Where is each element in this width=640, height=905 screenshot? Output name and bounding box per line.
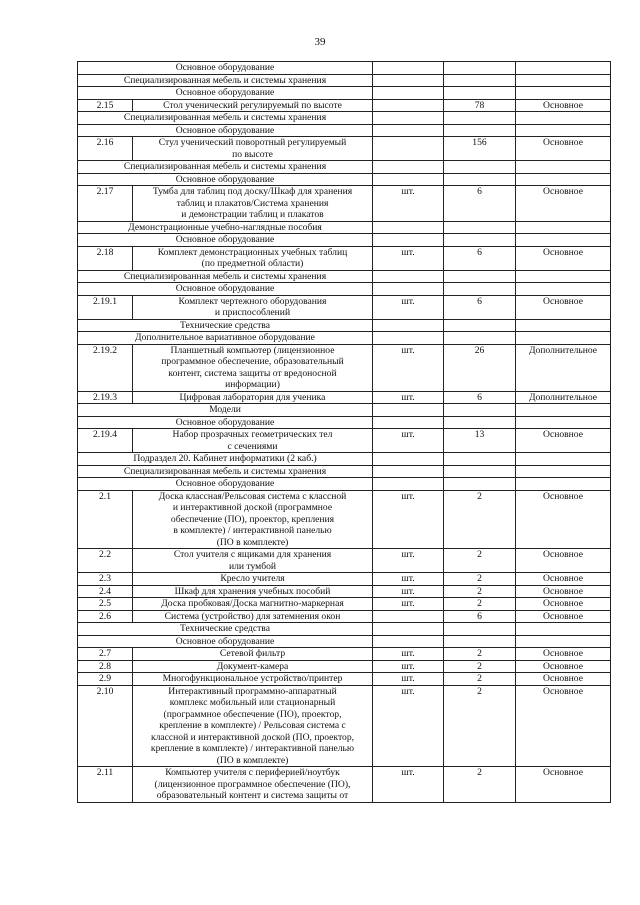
section-row	[78, 112, 611, 125]
unit-cell	[373, 623, 444, 636]
section-label: Дополнительное вариативное оборудование	[78, 332, 373, 345]
item-row	[78, 673, 611, 686]
section-label: Технические средства	[78, 623, 373, 636]
item-number: 2.18	[78, 246, 133, 270]
qty-cell	[444, 234, 516, 247]
section-row	[78, 478, 611, 491]
item-row	[78, 344, 611, 391]
item-number: 2.19.4	[78, 429, 133, 453]
item-row	[78, 490, 611, 549]
item-quantity: 2	[444, 598, 516, 611]
item-number: 2.11	[78, 767, 133, 803]
item-quantity: 156	[444, 137, 516, 161]
item-row	[78, 685, 611, 767]
section-label: Специализированная мебель и системы хранения	[78, 74, 373, 87]
item-number: 2.5	[78, 598, 133, 611]
qty-cell	[444, 124, 516, 137]
item-name: Стол ученический регулируемый по высоте	[133, 99, 373, 112]
qty-cell	[444, 416, 516, 429]
type-cell	[516, 453, 611, 466]
qty-cell	[444, 635, 516, 648]
item-name: Набор прозрачных геометрических тел с сечениями	[133, 429, 373, 453]
item-unit: шт.	[373, 648, 444, 661]
type-cell	[516, 270, 611, 283]
item-unit: шт.	[373, 186, 444, 222]
item-quantity: 26	[444, 344, 516, 391]
item-type: Основное	[516, 186, 611, 222]
item-row	[78, 295, 611, 319]
item-quantity: 6	[444, 610, 516, 623]
equipment-table	[77, 61, 611, 803]
section-label: Специализированная мебель и системы хранения	[78, 161, 373, 174]
item-number: 2.17	[78, 186, 133, 222]
unit-cell	[373, 453, 444, 466]
qty-cell	[444, 332, 516, 345]
item-type: Основное	[516, 99, 611, 112]
item-name: Шкаф для хранения учебных пособий	[133, 585, 373, 598]
item-type: Основное	[516, 549, 611, 573]
item-name: Стол учителя с ящиками для хранения или тумбой	[133, 549, 373, 573]
unit-cell	[373, 173, 444, 186]
item-unit: шт.	[373, 573, 444, 586]
section-label: Специализированная мебель и системы хранения	[78, 270, 373, 283]
type-cell	[516, 319, 611, 332]
type-cell	[516, 62, 611, 75]
qty-cell	[444, 74, 516, 87]
item-row	[78, 391, 611, 404]
item-row	[78, 549, 611, 573]
qty-cell	[444, 283, 516, 296]
item-quantity: 2	[444, 767, 516, 803]
item-unit: шт.	[373, 598, 444, 611]
unit-cell	[373, 234, 444, 247]
item-number: 2.19.3	[78, 391, 133, 404]
item-name: Тумба для таблиц под доску/Шкаф для хранения таблиц и плакатов/Система хранения и демонстрации таблиц и плакатов	[133, 186, 373, 222]
unit-cell	[373, 416, 444, 429]
unit-cell	[373, 319, 444, 332]
item-unit: шт.	[373, 767, 444, 803]
type-cell	[516, 332, 611, 345]
item-unit: шт.	[373, 585, 444, 598]
type-cell	[516, 465, 611, 478]
type-cell	[516, 74, 611, 87]
item-name: Кресло учителя	[133, 573, 373, 586]
section-row	[78, 161, 611, 174]
unit-cell	[373, 221, 444, 234]
item-type: Основное	[516, 598, 611, 611]
type-cell	[516, 161, 611, 174]
item-row	[78, 137, 611, 161]
item-name: Цифровая лаборатория для ученика	[133, 391, 373, 404]
item-quantity: 6	[444, 186, 516, 222]
section-row	[78, 453, 611, 466]
type-cell	[516, 416, 611, 429]
type-cell	[516, 173, 611, 186]
item-type: Основное	[516, 610, 611, 623]
item-type: Дополнительное	[516, 344, 611, 391]
type-cell	[516, 124, 611, 137]
item-unit: шт.	[373, 344, 444, 391]
unit-cell	[373, 124, 444, 137]
section-row	[78, 465, 611, 478]
item-type: Основное	[516, 137, 611, 161]
section-label: Основное оборудование	[78, 62, 373, 75]
item-type: Основное	[516, 490, 611, 549]
section-label: Технические средства	[78, 319, 373, 332]
item-number: 2.10	[78, 685, 133, 767]
type-cell	[516, 221, 611, 234]
item-unit: шт.	[373, 660, 444, 673]
item-type: Основное	[516, 295, 611, 319]
item-quantity: 2	[444, 673, 516, 686]
item-number: 2.7	[78, 648, 133, 661]
unit-cell	[373, 404, 444, 417]
item-quantity: 2	[444, 648, 516, 661]
item-unit: шт.	[373, 391, 444, 404]
item-quantity: 2	[444, 549, 516, 573]
item-type: Основное	[516, 648, 611, 661]
item-name: Сетевой фильтр	[133, 648, 373, 661]
item-row	[78, 660, 611, 673]
page-number: 39	[314, 36, 326, 48]
item-row	[78, 585, 611, 598]
unit-cell	[373, 62, 444, 75]
item-row	[78, 598, 611, 611]
section-row	[78, 623, 611, 636]
item-unit: шт.	[373, 246, 444, 270]
item-name: Многофункциональное устройство/принтер	[133, 673, 373, 686]
section-label: Основное оборудование	[78, 87, 373, 100]
section-label: Основное оборудование	[78, 416, 373, 429]
item-type: Основное	[516, 660, 611, 673]
section-label: Основное оборудование	[78, 173, 373, 186]
section-row	[78, 404, 611, 417]
item-type: Дополнительное	[516, 391, 611, 404]
section-row	[78, 221, 611, 234]
item-unit: шт.	[373, 490, 444, 549]
item-name: Интерактивный программно-аппаратный комплекс мобильный или стационарный (программное обеспечение (ПО), проектор, крепление в комплекте) / Рельсовая система с классной и интерактивной доской (ПО, проектор, крепление в комплекте) / интерактивной панелью (ПО в комплекте)	[133, 685, 373, 767]
item-unit: шт.	[373, 295, 444, 319]
equipment-table-body	[78, 62, 611, 803]
unit-cell	[373, 465, 444, 478]
item-quantity: 2	[444, 660, 516, 673]
qty-cell	[444, 270, 516, 283]
item-name: Стул ученический поворотный регулируемый по высоте	[133, 137, 373, 161]
type-cell	[516, 623, 611, 636]
section-label: Основное оборудование	[78, 283, 373, 296]
item-quantity: 2	[444, 585, 516, 598]
item-quantity: 6	[444, 246, 516, 270]
section-row	[78, 635, 611, 648]
item-unit: шт.	[373, 549, 444, 573]
qty-cell	[444, 453, 516, 466]
item-number: 2.4	[78, 585, 133, 598]
item-type: Основное	[516, 429, 611, 453]
type-cell	[516, 478, 611, 491]
section-row	[78, 173, 611, 186]
section-label: Специализированная мебель и системы хранения	[78, 465, 373, 478]
item-quantity: 2	[444, 490, 516, 549]
unit-cell	[373, 74, 444, 87]
item-quantity: 6	[444, 295, 516, 319]
type-cell	[516, 635, 611, 648]
type-cell	[516, 404, 611, 417]
item-type: Основное	[516, 673, 611, 686]
unit-cell	[373, 87, 444, 100]
section-label: Основное оборудование	[78, 635, 373, 648]
item-number: 2.9	[78, 673, 133, 686]
item-row	[78, 648, 611, 661]
item-name: Документ-камера	[133, 660, 373, 673]
item-row	[78, 429, 611, 453]
unit-cell	[373, 635, 444, 648]
item-name: Комплект демонстрационных учебных таблиц (по предметной области)	[133, 246, 373, 270]
item-type: Основное	[516, 767, 611, 803]
item-unit: шт.	[373, 673, 444, 686]
qty-cell	[444, 319, 516, 332]
unit-cell	[373, 270, 444, 283]
qty-cell	[444, 478, 516, 491]
item-type: Основное	[516, 585, 611, 598]
item-unit: шт.	[373, 429, 444, 453]
section-label: Основное оборудование	[78, 234, 373, 247]
type-cell	[516, 283, 611, 296]
section-row	[78, 62, 611, 75]
item-number: 2.3	[78, 573, 133, 586]
item-quantity: 6	[444, 391, 516, 404]
unit-cell	[373, 283, 444, 296]
section-row	[78, 283, 611, 296]
item-row	[78, 186, 611, 222]
qty-cell	[444, 221, 516, 234]
item-unit	[373, 99, 444, 112]
item-type: Основное	[516, 685, 611, 767]
item-quantity: 2	[444, 685, 516, 767]
unit-cell	[373, 332, 444, 345]
item-name: Планшетный компьютер (лицензионное программное обеспечение, образовательный контент, система защиты от вредоносной информации)	[133, 344, 373, 391]
item-row	[78, 573, 611, 586]
item-name: Доска пробковая/Доска магнитно-маркерная	[133, 598, 373, 611]
qty-cell	[444, 112, 516, 125]
item-unit	[373, 610, 444, 623]
section-row	[78, 124, 611, 137]
type-cell	[516, 112, 611, 125]
item-number: 2.19.1	[78, 295, 133, 319]
section-row	[78, 319, 611, 332]
section-row	[78, 332, 611, 345]
section-row	[78, 416, 611, 429]
unit-cell	[373, 161, 444, 174]
item-name: Компьютер учителя с периферией/ноутбук (лицензионное программное обеспечение (ПО), образовательный контент и система защиты от	[133, 767, 373, 803]
section-label: Специализированная мебель и системы хранения	[78, 112, 373, 125]
section-row	[78, 234, 611, 247]
item-name: Комплект чертежного оборудования и приспособлений	[133, 295, 373, 319]
item-number: 2.19.2	[78, 344, 133, 391]
qty-cell	[444, 173, 516, 186]
unit-cell	[373, 478, 444, 491]
item-quantity: 78	[444, 99, 516, 112]
qty-cell	[444, 623, 516, 636]
item-row	[78, 246, 611, 270]
unit-cell	[373, 112, 444, 125]
qty-cell	[444, 404, 516, 417]
item-number: 2.2	[78, 549, 133, 573]
item-unit	[373, 137, 444, 161]
item-name: Система (устройство) для затемнения окон	[133, 610, 373, 623]
item-number: 2.1	[78, 490, 133, 549]
section-label: Основное оборудование	[78, 124, 373, 137]
qty-cell	[444, 465, 516, 478]
section-row	[78, 87, 611, 100]
qty-cell	[444, 161, 516, 174]
item-number: 2.8	[78, 660, 133, 673]
qty-cell	[444, 62, 516, 75]
item-row	[78, 610, 611, 623]
item-type: Основное	[516, 573, 611, 586]
qty-cell	[444, 87, 516, 100]
item-number: 2.15	[78, 99, 133, 112]
item-unit: шт.	[373, 685, 444, 767]
section-row	[78, 74, 611, 87]
item-quantity: 13	[444, 429, 516, 453]
item-row	[78, 767, 611, 803]
section-label: Подраздел 20. Кабинет информатики (2 каб.)	[78, 453, 373, 466]
item-type: Основное	[516, 246, 611, 270]
section-label: Основное оборудование	[78, 478, 373, 491]
item-quantity: 2	[444, 573, 516, 586]
item-number: 2.6	[78, 610, 133, 623]
section-label: Модели	[78, 404, 373, 417]
item-row	[78, 99, 611, 112]
section-row	[78, 270, 611, 283]
item-name: Доска классная/Рельсовая система с классной и интерактивной доской (программное обеспечение (ПО), проектор, крепления в комплекте) / интерактивной панелью (ПО в комплекте)	[133, 490, 373, 549]
type-cell	[516, 234, 611, 247]
section-label: Демонстрационные учебно-наглядные пособия	[78, 221, 373, 234]
item-number: 2.16	[78, 137, 133, 161]
type-cell	[516, 87, 611, 100]
